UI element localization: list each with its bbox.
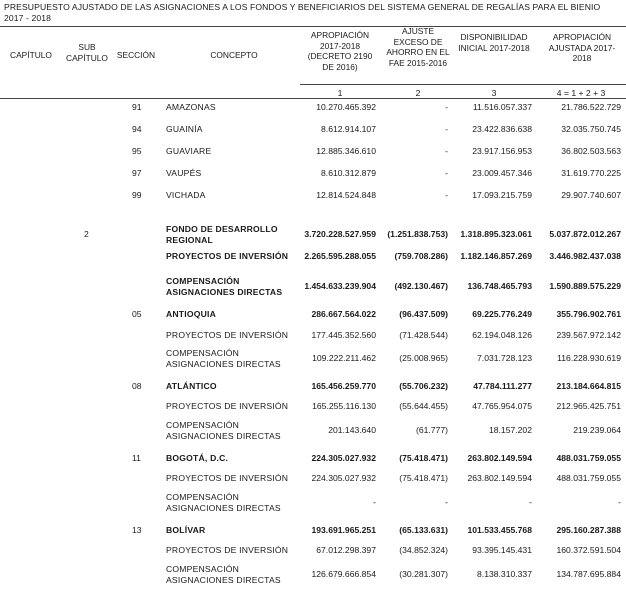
table-cell-apropiacion-ajustada: 160.372.591.504 [556,545,621,555]
table-cell-concepto: AMAZONAS [166,102,216,112]
table-cell-ajuste: (30.281.307) [399,569,448,579]
header-capitulo: CAPÍTULO [10,50,52,60]
table-cell-ajuste: - [445,168,448,178]
table-cell-concepto: ANTIOQUIA [166,309,217,319]
table-cell-concepto: ATLÁNTICO [166,381,217,391]
table-cell-disponibilidad: 17.093.215.759 [472,190,532,200]
table-cell-concepto: FONDO DE DESARROLLO REGIONAL [166,224,278,245]
header-apropiacion: APROPIACIÓN 2017-2018 (DECRETO 2190 DE 2016) [307,30,373,72]
table-cell-apropiacion-ajustada: 488.031.759.055 [556,473,621,483]
table-cell-apropiacion: 165.255.116.130 [312,401,376,411]
table-cell-apropiacion: 67.012.298.397 [316,545,376,555]
table-cell-apropiacion: 224.305.027.932 [311,473,376,483]
column-number-2: 2 [415,88,421,98]
table-cell-concepto: VICHADA [166,190,206,200]
table-cell-apropiacion: 8.612.914.107 [321,124,376,134]
table-cell-apropiacion: 12.885.346.610 [316,146,376,156]
table-cell-concepto: COMPENSACIÓN ASIGNACIONES DIRECTAS [166,348,281,369]
table-cell-apropiacion-ajustada: 116.228.930.619 [557,353,621,363]
table-cell-concepto: PROYECTOS DE INVERSIÓN [166,401,289,411]
table-cell-seccion: 94 [132,124,142,134]
table-cell-apropiacion-ajustada: 295.160.287.388 [556,525,621,535]
table-cell-concepto: BOLÍVAR [166,525,206,535]
table-cell-apropiacion: 177.445.352.560 [311,330,376,340]
table-cell-disponibilidad: 101.533.455.768 [467,525,532,535]
table-cell-concepto: COMPENSACIÓN ASIGNACIONES DIRECTAS [166,492,281,513]
table-cell-disponibilidad: 23.917.156.953 [472,146,532,156]
table-cell-apropiacion-ajustada: 488.031.759.055 [556,453,621,463]
table-cell-apropiacion: 8.610.312.879 [321,168,376,178]
table-cell-apropiacion: 109.222.211.462 [312,353,376,363]
column-number-1: 1 [337,88,343,98]
table-cell-disponibilidad: 18.157.202 [488,425,532,435]
table-cell-apropiacion: 193.691.965.251 [311,525,376,535]
table-cell-sub-capitulo: 2 [84,229,89,239]
table-cell-concepto: PROYECTOS DE INVERSIÓN [166,330,289,340]
table-cell-apropiacion: 2.265.595.288.055 [304,251,376,261]
table-cell-disponibilidad: - [529,497,532,507]
header-mid-rule [300,84,626,85]
table-cell-concepto: VAUPÉS [166,168,202,178]
header-sub-capitulo: SUB CAPÍTULO [66,42,108,63]
table-cell-apropiacion-ajustada: 1.590.889.575.229 [549,281,621,291]
table-cell-apropiacion-ajustada: 29.907.740.607 [561,190,621,200]
table-cell-concepto: COMPENSACIÓN ASIGNACIONES DIRECTAS [166,420,281,441]
table-cell-seccion: 99 [132,190,142,200]
table-cell-disponibilidad: 8.138.310.337 [477,569,532,579]
table-cell-apropiacion-ajustada: 213.184.664.815 [556,381,621,391]
table-cell-ajuste: (71.428.544) [399,330,448,340]
table-cell-disponibilidad: 136.748.465.793 [467,281,532,291]
table-cell-apropiacion: 165.456.259.770 [311,381,376,391]
table-cell-ajuste: (55.706.232) [399,381,448,391]
table-cell-apropiacion-ajustada: 31.619.770.225 [561,168,621,178]
document-title: PRESUPUESTO AJUSTADO DE LAS ASIGNACIONES A LOS FONDOS Y BENEFICIARIOS DEL SISTEMA GENERAL DE REGALÍAS PARA EL BIENIO 2017 - 2018 [4,2,601,23]
table-cell-disponibilidad: 23.009.457.346 [472,168,532,178]
table-cell-concepto: COMPENSACIÓN ASIGNACIONES DIRECTAS [166,564,281,585]
table-cell-ajuste: (759.708.286) [394,251,448,261]
table-cell-apropiacion-ajustada: 32.035.750.745 [561,124,621,134]
header-top-rule [0,26,626,27]
header-disponibilidad: DISPONIBILIDAD INICIAL 2017-2018 [458,32,530,53]
table-cell-apropiacion-ajustada: 355.796.902.761 [556,309,621,319]
header-seccion: SECCIÓN [116,50,156,60]
table-cell-seccion: 95 [132,146,142,156]
table-cell-ajuste: (65.133.631) [399,525,448,535]
table-cell-ajuste: - [445,190,448,200]
table-cell-apropiacion: 10.270.465.392 [316,102,376,112]
table-cell-apropiacion-ajustada: 36.802.503.563 [561,146,621,156]
table-cell-apropiacion: 126.679.666.854 [311,569,376,579]
table-cell-concepto: COMPENSACIÓN ASIGNACIONES DIRECTAS [166,276,283,297]
table-cell-seccion: 05 [132,309,142,319]
table-cell-ajuste: (61.777) [415,425,448,435]
table-cell-disponibilidad: 1.318.895.323.061 [460,229,532,239]
column-number-4: 4 = 1 + 2 + 3 [556,88,606,98]
table-cell-apropiacion: 224.305.027.932 [311,453,376,463]
table-cell-disponibilidad: 11.516.057.337 [472,102,532,112]
header-concepto: CONCEPTO [210,50,258,60]
table-cell-apropiacion: 3.720.228.527.959 [304,229,376,239]
table-cell-ajuste: (1.251.838.753) [387,229,448,239]
table-cell-concepto: GUAINÍA [166,124,203,134]
table-cell-concepto: BOGOTÁ, D.C. [166,453,229,463]
table-cell-disponibilidad: 23.422.836.638 [472,124,532,134]
table-cell-apropiacion: 201.143.640 [328,425,376,435]
table-cell-concepto: GUAVIARE [166,146,212,156]
table-cell-ajuste: (75.418.471) [399,473,448,483]
table-cell-disponibilidad: 263.802.149.594 [467,453,532,463]
table-cell-disponibilidad: 1.182.146.857.269 [460,251,532,261]
table-cell-apropiacion-ajustada: 212.965.425.751 [556,401,621,411]
header-apropiacion-ajustada: APROPIACIÓN AJUSTADA 2017-2018 [548,32,616,63]
table-cell-apropiacion-ajustada: 21.786.522.729 [561,102,621,112]
header-ajuste: AJUSTE EXCESO DE AHORRO EN EL FAE 2015-2016 [386,26,450,68]
table-cell-ajuste: (55.644.455) [399,401,448,411]
table-cell-disponibilidad: 7.031.728.123 [477,353,532,363]
table-cell-seccion: 13 [132,525,142,535]
table-cell-seccion: 97 [132,168,142,178]
table-cell-disponibilidad: 47.784.111.277 [473,381,532,391]
header-bottom-rule [0,98,626,99]
table-cell-ajuste: - [445,102,448,112]
table-cell-apropiacion-ajustada: 3.446.982.437.038 [549,251,621,261]
table-cell-ajuste: (25.008.965) [399,353,448,363]
table-cell-seccion: 08 [132,381,142,391]
table-cell-concepto: PROYECTOS DE INVERSIÓN [166,251,289,261]
table-cell-ajuste: (492.130.467) [394,281,448,291]
table-cell-apropiacion: 1.454.633.239.904 [304,281,376,291]
table-cell-apropiacion-ajustada: 239.567.972.142 [556,330,621,340]
table-cell-ajuste: - [445,497,448,507]
table-cell-disponibilidad: 69.225.776.249 [472,309,532,319]
table-cell-disponibilidad: 62.194.048.126 [472,330,532,340]
table-cell-ajuste: (75.418.471) [399,453,448,463]
table-cell-apropiacion-ajustada: 5.037.872.012.267 [549,229,621,239]
table-cell-seccion: 11 [132,453,141,463]
column-number-3: 3 [491,88,497,98]
table-cell-ajuste: (34.852.324) [399,545,448,555]
table-cell-apropiacion: - [373,497,376,507]
table-cell-concepto: PROYECTOS DE INVERSIÓN [166,473,289,483]
table-cell-disponibilidad: 93.395.145.431 [472,545,532,555]
table-cell-disponibilidad: 47.765.954.075 [472,401,532,411]
table-cell-seccion: 91 [132,102,142,112]
table-cell-ajuste: - [445,124,448,134]
table-cell-apropiacion-ajustada: - [618,497,621,507]
table-cell-concepto: PROYECTOS DE INVERSIÓN [166,545,289,555]
table-cell-apropiacion-ajustada: 219.239.064 [573,425,621,435]
table-cell-apropiacion: 12.814.524.848 [316,190,376,200]
table-cell-ajuste: (96.437.509) [399,309,448,319]
table-cell-apropiacion: 286.667.564.022 [311,309,376,319]
table-cell-ajuste: - [445,146,448,156]
table-cell-disponibilidad: 263.802.149.594 [467,473,532,483]
table-cell-apropiacion-ajustada: 134.787.695.884 [556,569,621,579]
